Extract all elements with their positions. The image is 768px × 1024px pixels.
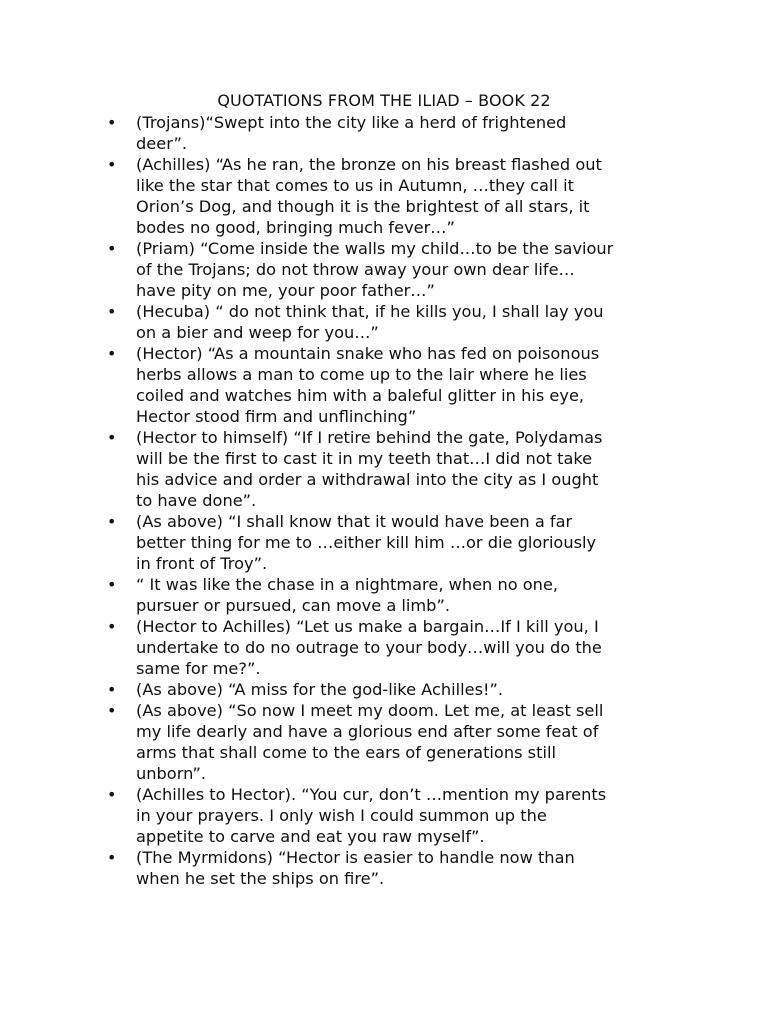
quote-line: in your prayers. I only wish I could summon up the [136,806,547,825]
quote-line: pursuer or pursued, can move a limb”. [136,596,450,615]
quote-item [105,112,645,154]
quote-line: on a bier and weep for you…” [136,323,379,342]
quote-item [105,679,645,700]
bullet-icon: • [107,155,117,174]
quote-line: in front of Troy”. [136,554,268,573]
quote-item [105,700,645,784]
quote-line: his advice and order a withdrawal into the city as I ought [136,470,599,489]
quote-line: (As above) “So now I meet my doom. Let me, at least sell [136,701,604,720]
quote-item [105,784,645,847]
bullet-icon: • [107,617,117,636]
quote-line: like the star that comes to us in Autumn, …they call it [136,176,574,195]
quote-line: Hector stood firm and unflinching” [136,407,417,426]
bullet-icon: • [107,575,117,594]
quote-item [105,238,645,301]
quote-item [105,616,645,679]
quote-line: arms that shall come to the ears of generations still [136,743,556,762]
document-title: QUOTATIONS FROM THE ILIAD – BOOK 22 [217,91,551,110]
quote-line: (Hector to Achilles) “Let us make a bargain…If I kill you, I [136,617,599,636]
quote-line: (Trojans)“Swept into the city like a herd of frightened [136,113,567,132]
quote-line: undertake to do no outrage to your body…will you do the [136,638,602,657]
quote-line: will be the first to cast it in my teeth that…I did not take [136,449,593,468]
quote-line: my life dearly and have a glorious end after some feat of [136,722,599,741]
quote-line: herbs allows a man to come up to the lair where he lies [136,365,587,384]
bullet-icon: • [107,785,117,804]
quote-item [105,511,645,574]
bullet-icon: • [107,848,117,867]
bullet-icon: • [107,512,117,531]
bullet-icon: • [107,428,117,447]
quote-line: (Priam) “Come inside the walls my child…to be the saviour [136,239,614,258]
quote-line: deer”. [136,134,188,153]
quote-line: unborn”. [136,764,206,783]
quote-line: to have done”. [136,491,257,510]
quote-line: (Achilles to Hector). “You cur, don’t …mention my parents [136,785,607,804]
quote-line: (Hector to himself) “If I retire behind the gate, Polydamas [136,428,603,447]
quote-line: appetite to carve and eat you raw myself”. [136,827,485,846]
bullet-icon: • [107,701,117,720]
quote-item [105,154,645,238]
quote-line: coiled and watches him with a baleful glitter in his eye, [136,386,585,405]
quote-line: (As above) “A miss for the god-like Achilles!”. [136,680,504,699]
quote-line: of the Trojans; do not throw away your own dear life… [136,260,575,279]
quote-line: Orion’s Dog, and though it is the brightest of all stars, it [136,197,590,216]
bullet-icon: • [107,113,117,132]
bullet-icon: • [107,344,117,363]
quote-item [105,301,645,343]
quote-line: (The Myrmidons) “Hector is easier to handle now than [136,848,575,867]
bullet-icon: • [107,302,117,321]
quote-line: (Achilles) “As he ran, the bronze on his breast flashed out [136,155,602,174]
quote-line: when he set the ships on fire”. [136,869,385,888]
quote-line: have pity on me, your poor father…” [136,281,435,300]
quote-item [105,574,645,616]
bullet-icon: • [107,680,117,699]
quote-line: better thing for me to …either kill him …or die gloriously [136,533,597,552]
quote-line: (Hecuba) “ do not think that, if he kills you, I shall lay you [136,302,604,321]
quote-line: bodes no good, bringing much fever…” [136,218,455,237]
bullet-icon: • [107,239,117,258]
quote-line: same for me?”. [136,659,261,678]
quote-line: “ It was like the chase in a nightmare, when no one, [136,575,559,594]
quote-line: (Hector) “As a mountain snake who has fed on poisonous [136,344,600,363]
quote-list [105,112,645,889]
quote-item [105,427,645,511]
quote-item [105,847,645,889]
quote-item [105,343,645,427]
quote-line: (As above) “I shall know that it would have been a far [136,512,573,531]
